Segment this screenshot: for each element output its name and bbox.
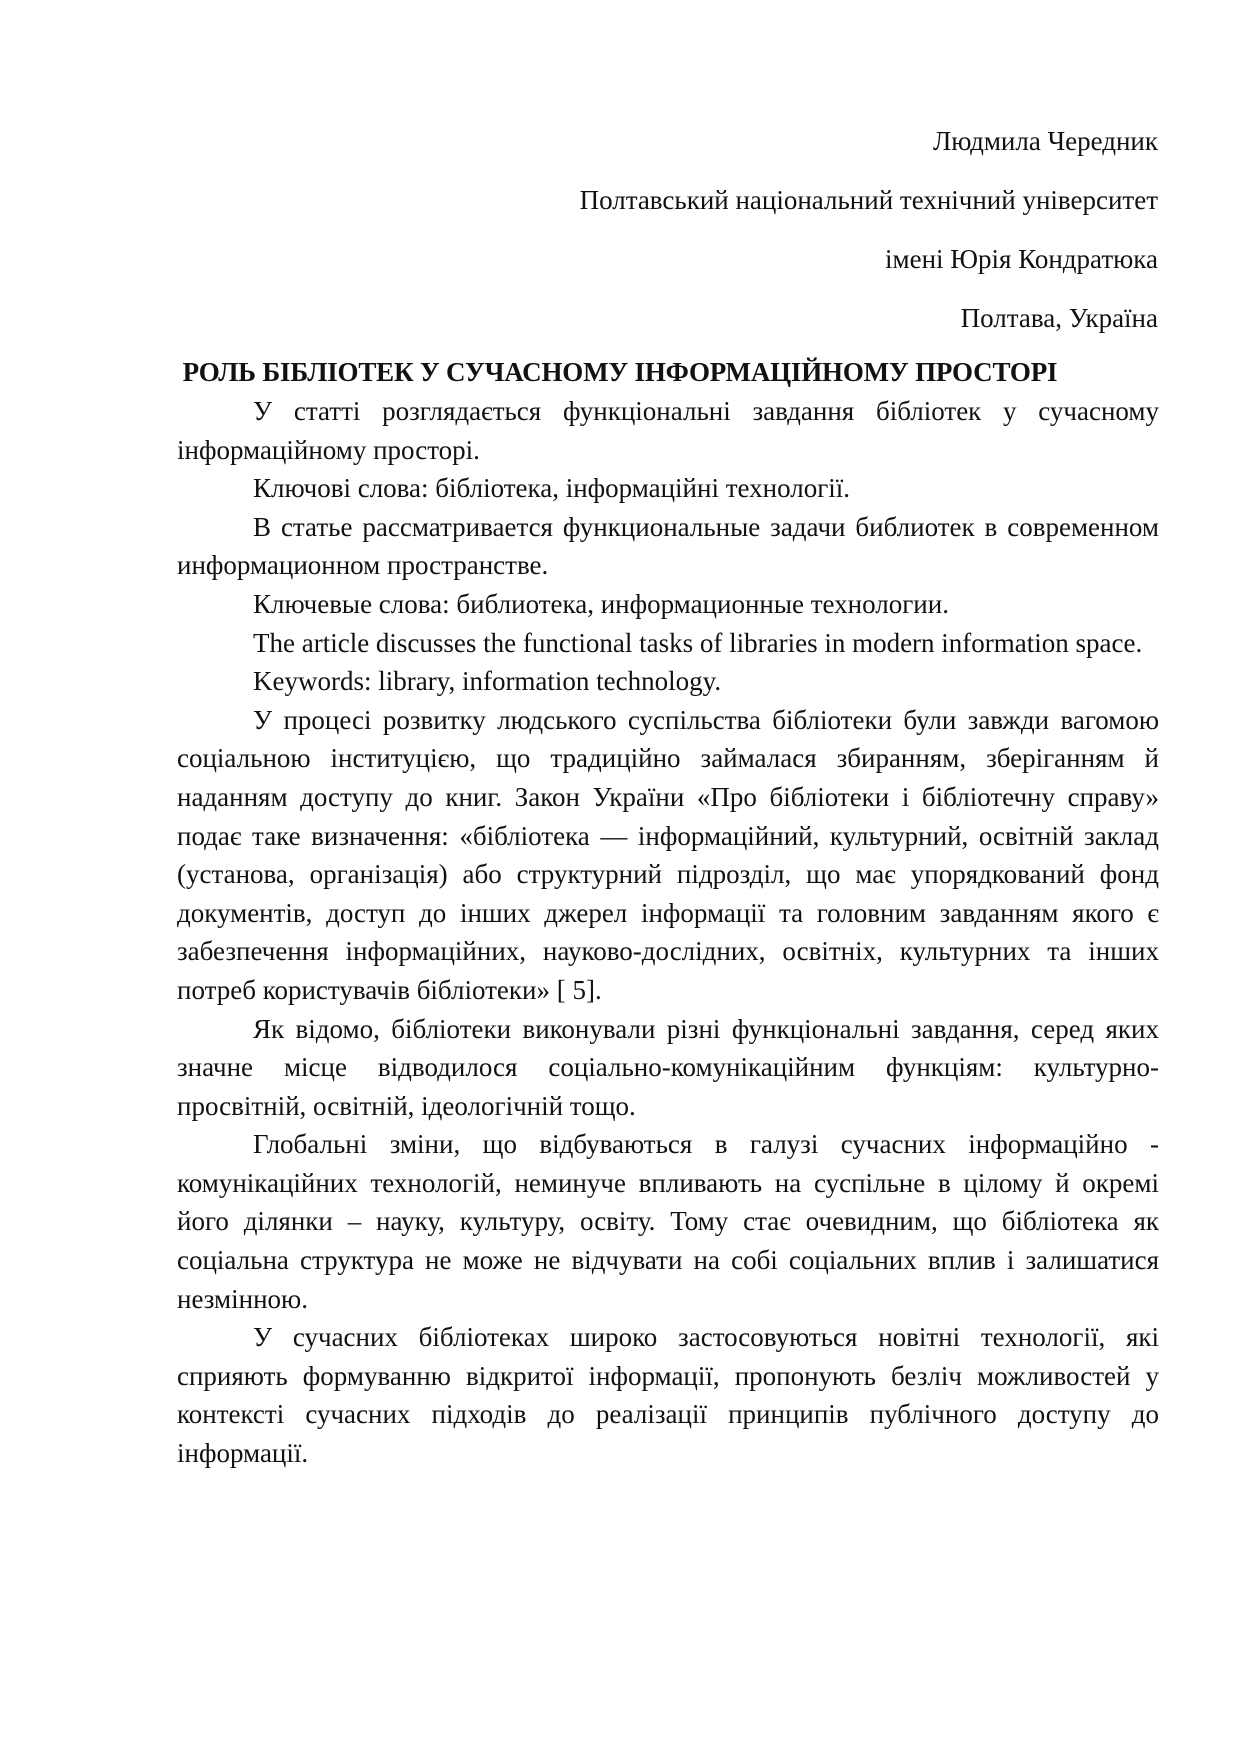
keywords-ukrainian: Ключові слова: бібліотека, інформаційні технології. <box>253 473 851 504</box>
body-paragraph: У процесі розвитку людського суспільства бібліотеки були завжди вагомою соціальною інституцією, що традиційно займалася збиранням, зберіганням й наданням доступу до книг. Закон України «Про бібліотеки і бібліотечну справу» подає таке визначення: «бібліотека — інформаційний, культурний, освітній заклад (установа, організація) або структурний підрозділ, що має упорядкований фонд документів, доступ до інших джерел інформації та головним завданням якого є забезпечення інформаційних, науково-дослідних, освітніх, культурних та інших потреб користувачів бібліотеки» [ 5]. <box>177 704 1159 1005</box>
keywords-english: Keywords: library, information technology. <box>253 666 722 697</box>
abstract-russian: В статье рассматривается функциональные задачи библиотек в современном информационном пространстве. <box>177 511 1159 581</box>
author-location: Полтава, Україна <box>960 303 1158 333</box>
article-body <box>177 392 1159 1473</box>
article-title: РОЛЬ БІБЛІОТЕК У СУЧАСНОМУ ІНФОРМАЦІЙНОМУ ПРОСТОРІ <box>182 357 1058 387</box>
body-paragraph: У сучасних бібліотеках широко застосовуються новітні технології, які сприяють формуванню відкритої інформації, пропонують безліч можливостей у контексті сучасних підходів до реалізації принципів публічного доступу до інформації. <box>177 1322 1159 1469</box>
abstract-english: The article discusses the functional tasks of libraries in modern information space. <box>253 627 1143 658</box>
keywords-russian: Ключевые слова: библиотека, информационные технологии. <box>253 588 949 619</box>
author-block <box>580 112 1158 348</box>
abstract-ukrainian: У статті розглядається функціональні завдання бібліотек у сучасному інформаційному просторі. <box>177 396 1159 465</box>
author-institution-name: імені Юрія Кондратюка <box>885 244 1158 274</box>
author-institution: Полтавський національний технічний університет <box>579 185 1158 215</box>
body-paragraph: Як відомо, бібліотеки виконували різні функціональні завдання, серед яких значне місце відводилося соціально-комунікаційним функціям: культурно-просвітній, освітній, ідеологічній тощо. <box>177 1013 1159 1121</box>
body-paragraph: Глобальні зміни, що відбуваються в галузі сучасних інформаційно - комунікаційних технологій, неминуче впливають на суспільне в цілому й окремі його ділянки – науку, культуру, освіту. Тому стає очевидним, що бібліотека як соціальна структура не може не відчувати на собі соціальних вплив і залишатися незмінною. <box>177 1129 1159 1314</box>
author-name: Людмила Чередник <box>932 126 1158 156</box>
